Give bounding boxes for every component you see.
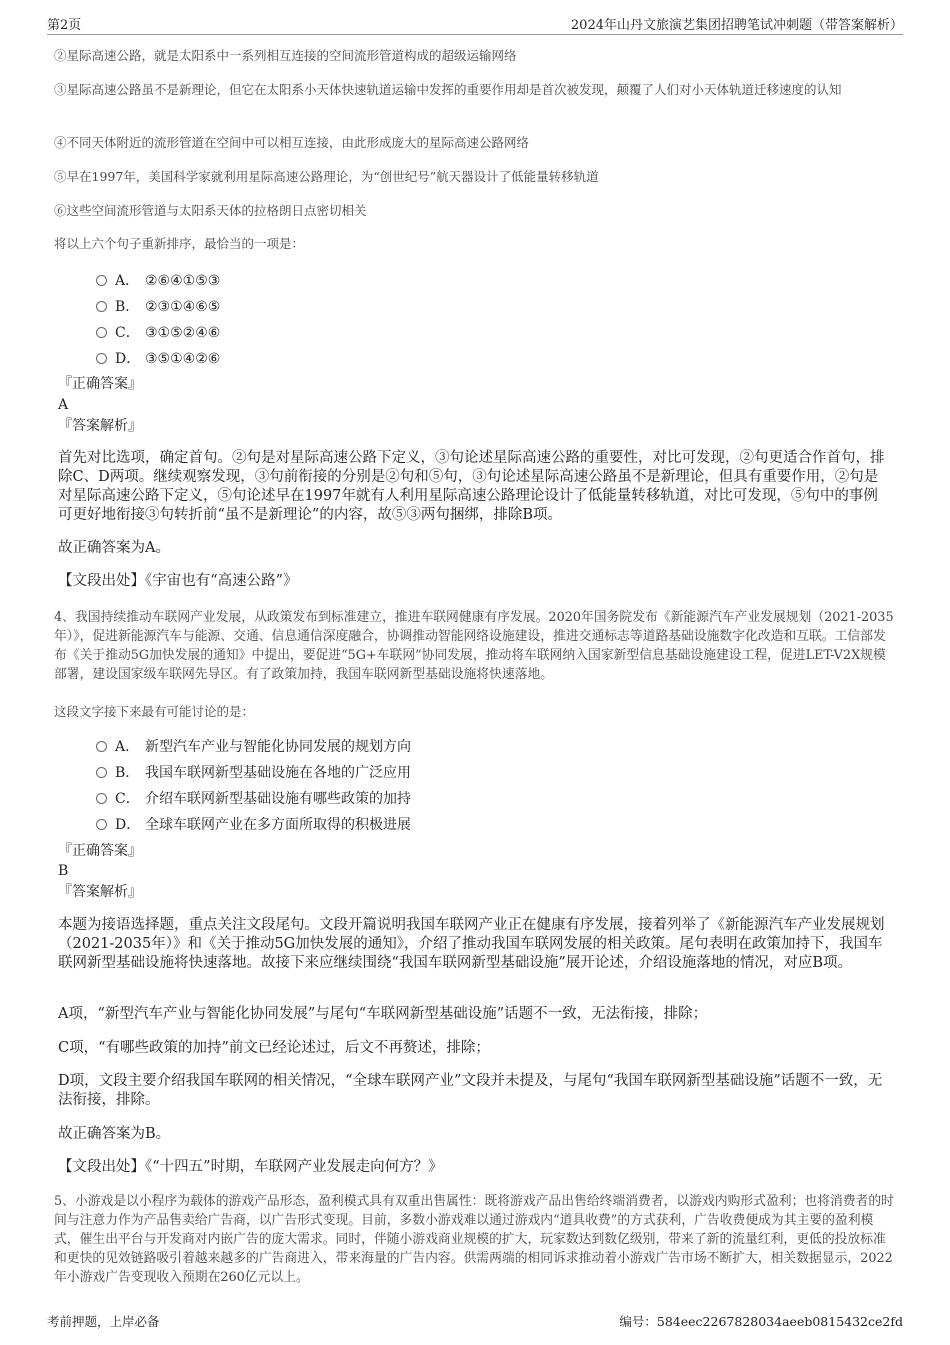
document-code bbox=[619, 1312, 903, 1330]
answer-value: A bbox=[58, 397, 69, 413]
radio-icon[interactable] bbox=[96, 301, 107, 312]
analysis-text: 首先对比选项，确定首句。②句是对星际高速公路下定义，③句论述星际高速公路的重要性，对比可发现，②句更适合作首句，排除C、D两项。继续观察发现，③句前衔接的分别是②句和⑤句，③句论述星际高速公路虽不是新理论，但具有重要作用，②句是对星际高速公路下定义，⑤句论述早在1997年就有人利用星际高速公路理论设计了低能量转移轨道，对比可发现，⑤句中的事例可更好地衔接③句转折前“虽不是新理论”的内容，故⑤③两句捆绑，排除B项。 bbox=[58, 450, 885, 523]
radio-icon[interactable] bbox=[96, 741, 107, 752]
analysis-label: 『答案解析』 bbox=[58, 418, 142, 434]
source-citation: 【文段出处】《宇宙也有“高速公路”》 bbox=[58, 573, 298, 589]
sentence-3: ③星际高速公路虽不是新理论，但它在太阳系小天体快速轨道运输中发挥的重要作用却是首次被发现，颠覆了人们对小天体轨道迁移速度的认知 bbox=[54, 82, 842, 97]
code-value: 584eec2267828034aeeb0815432ce2fd bbox=[656, 1314, 903, 1329]
sentence-5: ⑤早在1997年，美国科学家就利用星际高速公路理论，为“创世纪号”航天器设计了低能量转移轨道 bbox=[54, 169, 599, 184]
radio-icon[interactable] bbox=[96, 353, 107, 364]
radio-icon[interactable] bbox=[96, 327, 107, 338]
answer-value: B bbox=[58, 863, 69, 879]
option-c[interactable]: C． 介绍车联网新型基础设施有哪些政策的加持 bbox=[96, 789, 411, 809]
page-footer bbox=[47, 1312, 903, 1332]
analysis-text: 本题为接语选择题，重点关注文段尾句。文段开篇说明我国车联网产业正在健康有序发展，接着列举了《新能源汽车产业发展规划（2021-2035年）》和《关于推动5G加快发展的通知》，介绍了推动我国车联网发展的相关政策。尾句表明在政策加持下，我国车联网新型基础设施将快速落地。故接下来应继续围绕“我国车联网新型基础设施”展开论述，介绍设施落地的情况，对应B项。 bbox=[58, 917, 885, 971]
answer-label: 『正确答案』 bbox=[58, 376, 142, 392]
radio-icon[interactable] bbox=[96, 767, 107, 778]
option-c[interactable]: C． ③①⑤②④⑥ bbox=[96, 323, 220, 343]
option-b[interactable]: B． ②③①④⑥⑤ bbox=[96, 297, 220, 317]
code-label: 编号： bbox=[619, 1314, 657, 1329]
sentence-2: ②星际高速公路，就是太阳系中一系列相互连接的空间流形管道构成的超级运输网络 bbox=[54, 48, 517, 63]
answer-label: 『正确答案』 bbox=[58, 843, 142, 859]
source-citation: 【文段出处】《“十四五”时期，车联网产业发展走向何方？》 bbox=[58, 1159, 443, 1175]
page-number: 第2页 bbox=[47, 18, 82, 33]
document-title: 2024年山丹文旅演艺集团招聘笔试冲刺题（带答案解析） bbox=[570, 18, 903, 33]
radio-icon[interactable] bbox=[96, 275, 107, 286]
question-prompt: 这段文字接下来最有可能讨论的是： bbox=[54, 704, 255, 719]
conclusion: 故正确答案为B。 bbox=[58, 1126, 171, 1142]
question-5-stem: 5、小游戏是以小程序为载体的游戏产品形态，盈利模式具有双重出售属性：既将游戏产品出售给终端消费者，以游戏内购形式盈利；也将消费者的时间与注意力作为产品售卖给广告商，以广告形式变现。目前，多数小游戏难以通过游戏内“道具收费”的方式获利，广告收费便成为其主要的盈利模式，催生出平台与开发商对内嵌广告的庞大需求。同时，伴随小游戏商业规模的扩大，玩家数达到数亿级别，带来了新的流量红利，更低的投放标准和更快的见效链路吸引着越来越多的广告商进入，带来海量的广告内容。供需两端的相同诉求推动着小游戏广告市场不断扩大，相关数据显示，2022年小游戏广告变现收入预期在260亿元以上。 bbox=[54, 1194, 894, 1285]
question-prompt: 将以上六个句子重新排序，最恰当的一项是： bbox=[54, 236, 305, 251]
option-d[interactable]: D． 全球车联网产业在多方面所取得的积极进展 bbox=[96, 815, 411, 835]
radio-icon[interactable] bbox=[96, 793, 107, 804]
option-d[interactable]: D． ③⑤①④②⑥ bbox=[96, 349, 220, 369]
sentence-4: ④不同天体附近的流形管道在空间中可以相互连接，由此形成庞大的星际高速公路网络 bbox=[54, 135, 530, 150]
question-4-stem: 4、我国持续推动车联网产业发展，从政策发布到标准建立，推进车联网健康有序发展。2020年国务院发布《新能源汽车产业发展规划（2021-2035年）》，促进新能源汽车与能源、交通、信息通信深度融合，协调推动智能网络设施建设，推进交通标志等道路基础设施数字化改造和互联。工信部发布《关于推动5G加快发展的通知》中提出，要促进“5G+车联网”协同发展，推动将车联网纳入国家新型信息基础设施建设工程，促进LET-V2X规模部署，建设国家级车联网先导区。有了政策加持，我国车联网新型基础设施将快速落地。 bbox=[54, 610, 894, 682]
option-b[interactable]: B． 我国车联网新型基础设施在各地的广泛应用 bbox=[96, 763, 411, 783]
conclusion: 故正确答案为A。 bbox=[58, 540, 170, 556]
sentence-6: ⑥这些空间流形管道与太阳系天体的拉格朗日点密切相关 bbox=[54, 203, 367, 218]
analysis-label: 『答案解析』 bbox=[58, 884, 142, 900]
option-c-note: C项，“有哪些政策的加持”前文已经论述过，后文不再赘述，排除； bbox=[58, 1040, 490, 1056]
option-d-note: D项，文段主要介绍我国车联网的相关情况，“全球车联网产业”文段并未提及，与尾句“我国车联网新型基础设施”话题不一致，无法衔接，排除。 bbox=[58, 1073, 883, 1108]
option-a-note: A项，“新型汽车产业与智能化协同发展”与尾句“车联网新型基础设施”话题不一致，无法衔接，排除； bbox=[58, 1006, 708, 1022]
option-a[interactable]: A． ②⑥④①⑤③ bbox=[96, 271, 220, 291]
radio-icon[interactable] bbox=[96, 819, 107, 830]
footer-slogan: 考前押题，上岸必备 bbox=[47, 1314, 160, 1329]
page-header bbox=[47, 12, 903, 35]
option-a[interactable]: A． 新型汽车产业与智能化协同发展的规划方向 bbox=[96, 737, 411, 757]
